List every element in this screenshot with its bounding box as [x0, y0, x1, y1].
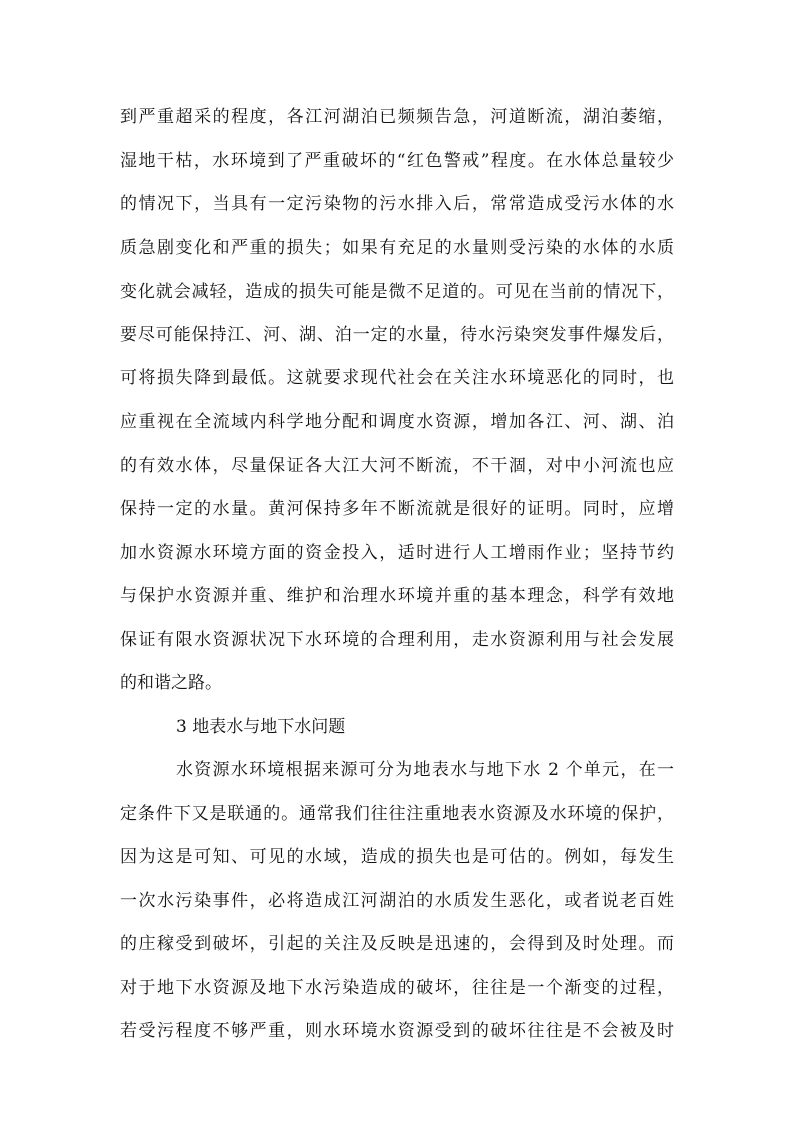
section-heading: 3 地表水与地下水问题	[176, 717, 346, 737]
paragraph-1-line: 可将损失降到最低。这就要求现代社会在关注水环境恶化的同时，也	[120, 368, 674, 388]
paragraph-1-line: 的有效水体，尽量保证各大江大河不断流，不干涸，对中小河流也应	[120, 456, 674, 476]
paragraph-2-line: 因为这是可知、可见的水域，造成的损失也是可估的。例如，每发生	[120, 847, 674, 867]
paragraph-2-line: 一次水污染事件，必将造成江河湖泊的水质发生恶化，或者说老百姓	[120, 891, 674, 911]
paragraph-1-line: 保证有限水资源状况下水环境的合理利用，走水资源利用与社会发展	[120, 630, 674, 650]
paragraph-1-line: 的情况下，当具有一定污染物的污水排入后，常常造成受污水体的水	[120, 194, 674, 214]
paragraph-2-line: 定条件下又是联通的。通常我们往往注重地表水资源及水环境的保护，	[120, 804, 674, 824]
paragraph-2-line: 水资源水环境根据来源可分为地表水与地下水 2 个单元，在一	[176, 760, 674, 780]
paragraph-2-line: 的庄稼受到破坏，引起的关注及反映是迅速的，会得到及时处理。而	[120, 934, 674, 954]
paragraph-1-line: 变化就会减轻，造成的损失可能是微不足道的。可见在当前的情况下，	[120, 282, 674, 302]
paragraph-1-line: 与保护水资源并重、维护和治理水环境并重的基本理念，科学有效地	[120, 586, 674, 606]
paragraph-1-line: 应重视在全流域内科学地分配和调度水资源，增加各江、河、湖、泊	[120, 412, 674, 432]
paragraph-1-line: 保持一定的水量。黄河保持多年不断流就是很好的证明。同时，应增	[120, 499, 674, 519]
paragraph-1-line: 要尽可能保持江、河、湖、泊一定的水量，待水污染突发事件爆发后，	[120, 325, 674, 345]
paragraph-1-line: 加水资源水环境方面的资金投入，适时进行人工增雨作业；坚持节约	[120, 543, 674, 563]
paragraph-2-line: 对于地下水资源及地下水污染造成的破坏，往往是一个渐变的过程，	[120, 978, 674, 998]
paragraph-1-line: 到严重超采的程度，各江河湖泊已频频告急，河道断流，湖泊萎缩，	[120, 107, 674, 127]
paragraph-1-line: 湿地干枯，水环境到了严重破坏的“红色警戒”程度。在水体总量较少	[120, 151, 674, 171]
paragraph-2-line: 若受污程度不够严重，则水环境水资源受到的破坏往往是不会被及时	[120, 1021, 674, 1041]
paragraph-1-line: 的和谐之路。	[120, 673, 222, 693]
paragraph-1-line: 质急剧变化和严重的损失；如果有充足的水量则受污染的水体的水质	[120, 238, 674, 258]
